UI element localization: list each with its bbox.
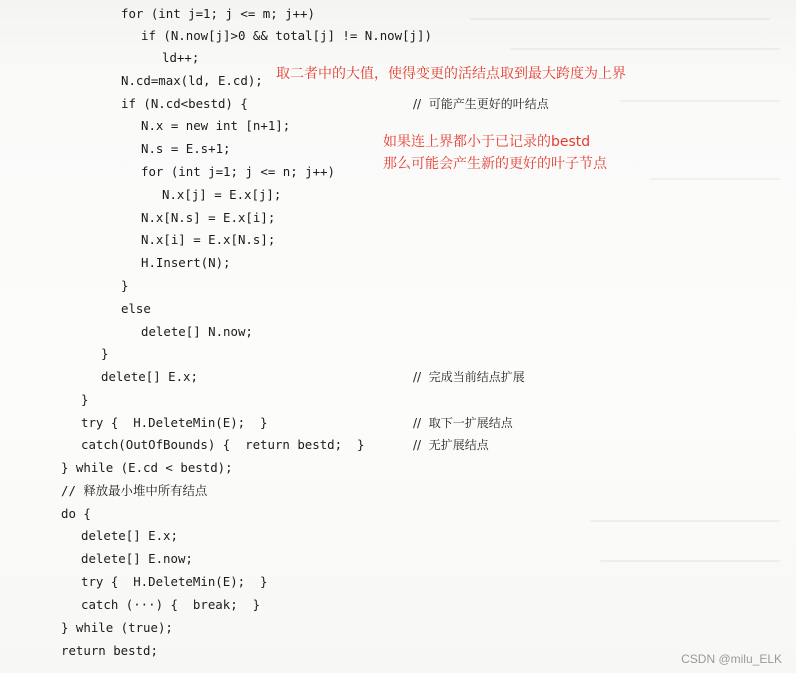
code-line: catch (···) { break; } bbox=[81, 597, 261, 612]
code-line: N.s = E.s+1; bbox=[141, 141, 231, 156]
code-line: try { H.DeleteMin(E); } bbox=[81, 415, 268, 430]
code-line: N.x[i] = E.x[N.s]; bbox=[141, 232, 276, 247]
code-line: if (N.now[j]>0 && total[j] != N.now[j]) bbox=[141, 28, 432, 43]
annotation-bestd-line2: 那么可能会产生新的更好的叶子节点 bbox=[383, 156, 607, 172]
code-line: N.x = new int [n+1]; bbox=[141, 118, 291, 133]
show-through-mark bbox=[590, 520, 780, 522]
code-comment: // 无扩展结点 bbox=[413, 438, 489, 452]
code-line: } while (E.cd < bestd); bbox=[61, 460, 233, 475]
show-through-mark bbox=[600, 560, 780, 562]
code-line: delete[] E.now; bbox=[81, 551, 193, 566]
watermark: CSDN @milu_ELK bbox=[681, 652, 782, 666]
code-comment: // 可能产生更好的叶结点 bbox=[413, 97, 549, 111]
code-line: catch(OutOfBounds) { return bestd; } bbox=[81, 437, 365, 452]
code-line: } bbox=[101, 346, 109, 361]
code-line: try { H.DeleteMin(E); } bbox=[81, 574, 268, 589]
code-line: else bbox=[121, 301, 151, 316]
code-line: } bbox=[121, 278, 129, 293]
code-comment: // 完成当前结点扩展 bbox=[413, 370, 525, 384]
code-line: ld++; bbox=[162, 50, 200, 65]
code-line: if (N.cd<bestd) { bbox=[121, 96, 248, 111]
show-through-mark bbox=[510, 48, 780, 50]
code-line: delete[] N.now; bbox=[141, 324, 253, 339]
code-line: N.x[N.s] = E.x[i]; bbox=[141, 210, 276, 225]
show-through-mark bbox=[620, 100, 780, 102]
code-line: } bbox=[81, 392, 89, 407]
annotation-max: 取二者中的大值，使得变更的活结点取到最大跨度为上界 bbox=[276, 66, 626, 82]
code-line: return bestd; bbox=[61, 643, 158, 658]
code-line: // 释放最小堆中所有结点 bbox=[61, 483, 208, 498]
annotation-bestd-line1: 如果连上界都小于已记录的bestd bbox=[383, 134, 591, 150]
code-line: N.cd=max(ld, E.cd); bbox=[121, 73, 263, 88]
code-line: delete[] E.x; bbox=[81, 528, 178, 543]
code-line: N.x[j] = E.x[j]; bbox=[162, 187, 282, 202]
show-through-mark bbox=[470, 18, 770, 20]
code-line: } while (true); bbox=[61, 620, 173, 635]
code-line: do { bbox=[61, 506, 91, 521]
code-line: delete[] E.x; bbox=[101, 369, 198, 384]
code-line: for (int j=1; j <= n; j++) bbox=[141, 164, 335, 179]
code-line: for (int j=1; j <= m; j++) bbox=[121, 6, 315, 21]
code-comment: // 取下一扩展结点 bbox=[413, 416, 513, 430]
show-through-mark bbox=[650, 178, 780, 180]
code-line: H.Insert(N); bbox=[141, 255, 231, 270]
